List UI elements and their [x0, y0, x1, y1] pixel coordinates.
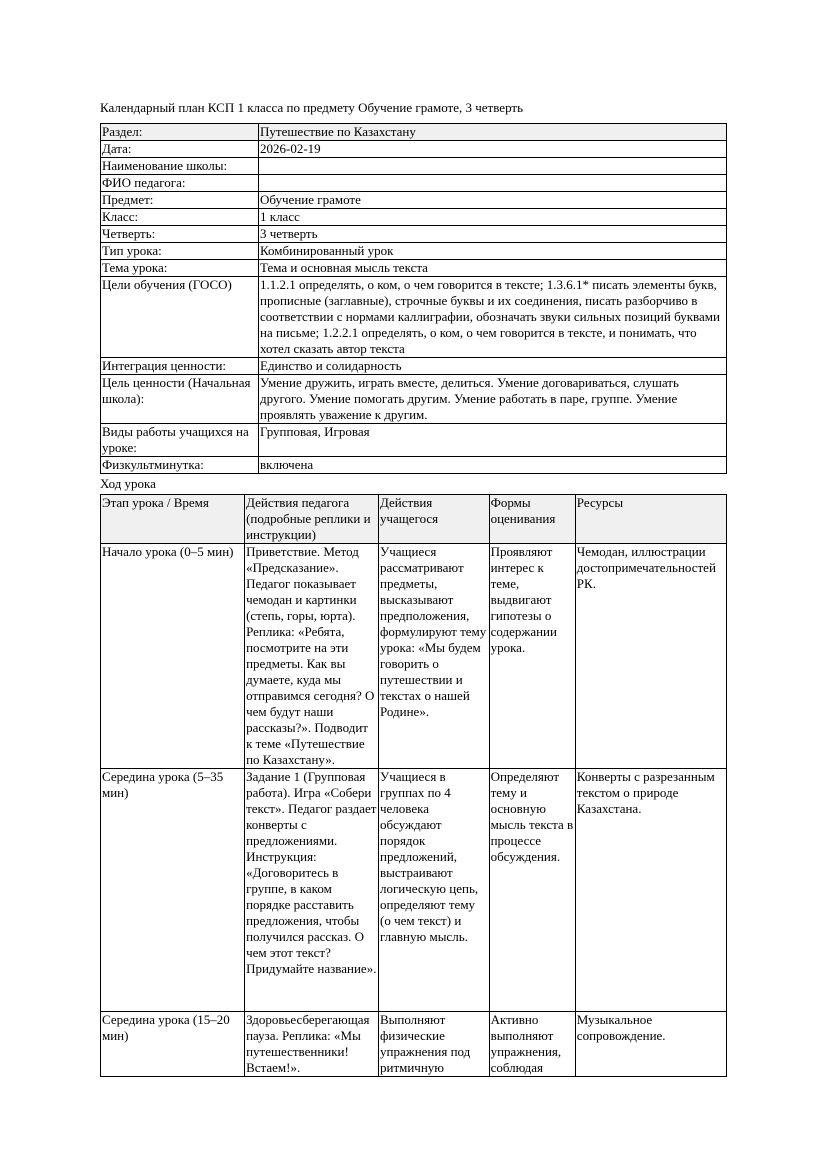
- plan-row: [101, 1012, 727, 1077]
- cell-assessment: Проявляют интерес к теме, выдвигают гипотезы о содержании урока.: [489, 544, 575, 769]
- cell-student-actions: Учащиеся рассматривают предметы, высказывают предположения, формулируют тему урока: «Мы будем говорить о путешествии и текстах о нашей Родине».: [378, 544, 489, 769]
- info-value: 2026-02-19: [259, 141, 727, 158]
- info-row: [101, 124, 727, 141]
- info-label: Наименование школы:: [101, 158, 259, 175]
- lesson-plan-table: [100, 494, 727, 1077]
- info-row: [101, 424, 727, 457]
- info-value: Обучение грамоте: [259, 192, 727, 209]
- plan-row: [101, 769, 727, 1012]
- cell-teacher-actions: Приветствие. Метод «Предсказание». Педагог показывает чемодан и картинки (степь, горы, юрта). Реплика: «Ребята, посмотрите на эти предметы. Как вы думаете, куда мы отправимся сегодня? О чем будут наши рассказы?». Подводит к теме «Путешествие по Казахстану».: [245, 544, 379, 769]
- cell-stage: Начало урока (0–5 мин): [101, 544, 245, 769]
- info-row: [101, 158, 727, 175]
- info-value: Тема и основная мысль текста: [259, 260, 727, 277]
- cell-stage: Середина урока (15–20 мин): [101, 1012, 245, 1077]
- info-row: [101, 192, 727, 209]
- info-label: Физкультминутка:: [101, 457, 259, 474]
- plan-header-row: [101, 495, 727, 544]
- info-label: Цели обучения (ГОСО): [101, 277, 259, 358]
- info-value: 1.1.2.1 определять, о ком, о чем говорится в тексте; 1.3.6.1* писать элементы букв, прописные (заглавные), строчные буквы и их соединения, писать разборчиво в соответствии с нормами каллиграфии, обозначать звуки сильных позиций буквами на письме; 1.2.2.1 определять, о ком, о чем говорится в тексте, и понимать, что хотел сказать автор текста: [259, 277, 727, 358]
- info-value: 3 четверть: [259, 226, 727, 243]
- info-label: ФИО педагога:: [101, 175, 259, 192]
- info-label: Виды работы учащихся на уроке:: [101, 424, 259, 457]
- info-value: [259, 175, 727, 192]
- info-row: [101, 141, 727, 158]
- header-assessment: Формы оценивания: [489, 495, 575, 544]
- info-row: [101, 375, 727, 424]
- info-value: включена: [259, 457, 727, 474]
- info-row: [101, 175, 727, 192]
- info-label: Класс:: [101, 209, 259, 226]
- info-row: [101, 457, 727, 474]
- info-label: Четверть:: [101, 226, 259, 243]
- info-label: Тип урока:: [101, 243, 259, 260]
- cell-student-actions: Учащиеся в группах по 4 человека обсуждают порядок предложений, выстраивают логическую цепь, определяют тему (о чем текст) и главную мысль.: [378, 769, 489, 1012]
- document-page: [100, 100, 727, 1077]
- cell-teacher-actions: Здоровьесберегающая пауза. Реплика: «Мы путешественники! Встаем!».: [245, 1012, 379, 1077]
- info-label: Дата:: [101, 141, 259, 158]
- info-label: Раздел:: [101, 124, 259, 141]
- section-title: Ход урока: [100, 476, 156, 491]
- header-resources: Ресурсы: [575, 495, 726, 544]
- lesson-info-table: [100, 123, 727, 474]
- info-value: Комбинированный урок: [259, 243, 727, 260]
- cell-resources: Чемодан, иллюстрации достопримечательностей РК.: [575, 544, 726, 769]
- cell-resources: Музыкальное сопровождение.: [575, 1012, 726, 1077]
- info-row: [101, 209, 727, 226]
- header-student-actions: Действия учащегося: [378, 495, 489, 544]
- info-value: 1 класс: [259, 209, 727, 226]
- info-row: [101, 226, 727, 243]
- cell-teacher-actions: Задание 1 (Групповая работа). Игра «Собери текст». Педагог раздает конверты с предложениями. Инструкция: «Договоритесь в группе, в каком порядке расставить предложения, чтобы получился рассказ. О чем этот текст? Придумайте название».: [245, 769, 379, 1012]
- info-value: [259, 158, 727, 175]
- cell-resources: Конверты с разрезанным текстом о природе Казахстана.: [575, 769, 726, 1012]
- info-label: Цель ценности (Начальная школа):: [101, 375, 259, 424]
- cell-assessment: Активно выполняют упражнения, соблюдая: [489, 1012, 575, 1077]
- cell-student-actions: Выполняют физические упражнения под ритмичную: [378, 1012, 489, 1077]
- cell-assessment: Определяют тему и основную мысль текста в процессе обсуждения.: [489, 769, 575, 1012]
- info-value: Путешествие по Казахстану: [259, 124, 727, 141]
- header-teacher-actions: Действия педагога (подробные реплики и инструкции): [245, 495, 379, 544]
- cell-stage: Середина урока (5–35 мин): [101, 769, 245, 1012]
- info-row: [101, 243, 727, 260]
- info-value: Групповая, Игровая: [259, 424, 727, 457]
- info-label: Предмет:: [101, 192, 259, 209]
- plan-row: [101, 544, 727, 769]
- info-label: Интеграция ценности:: [101, 358, 259, 375]
- info-row: [101, 277, 727, 358]
- info-value: Умение дружить, играть вместе, делиться. Умение договариваться, слушать другого. Умение помогать другим. Умение работать в паре, группе. Умение проявлять уважение к другим.: [259, 375, 727, 424]
- info-value: Единство и солидарность: [259, 358, 727, 375]
- header-stage: Этап урока / Время: [101, 495, 245, 544]
- info-row: [101, 260, 727, 277]
- info-row: [101, 358, 727, 375]
- info-label: Тема урока:: [101, 260, 259, 277]
- document-title: Календарный план КСП 1 класса по предмету Обучение грамоте, 3 четверть: [100, 100, 524, 115]
